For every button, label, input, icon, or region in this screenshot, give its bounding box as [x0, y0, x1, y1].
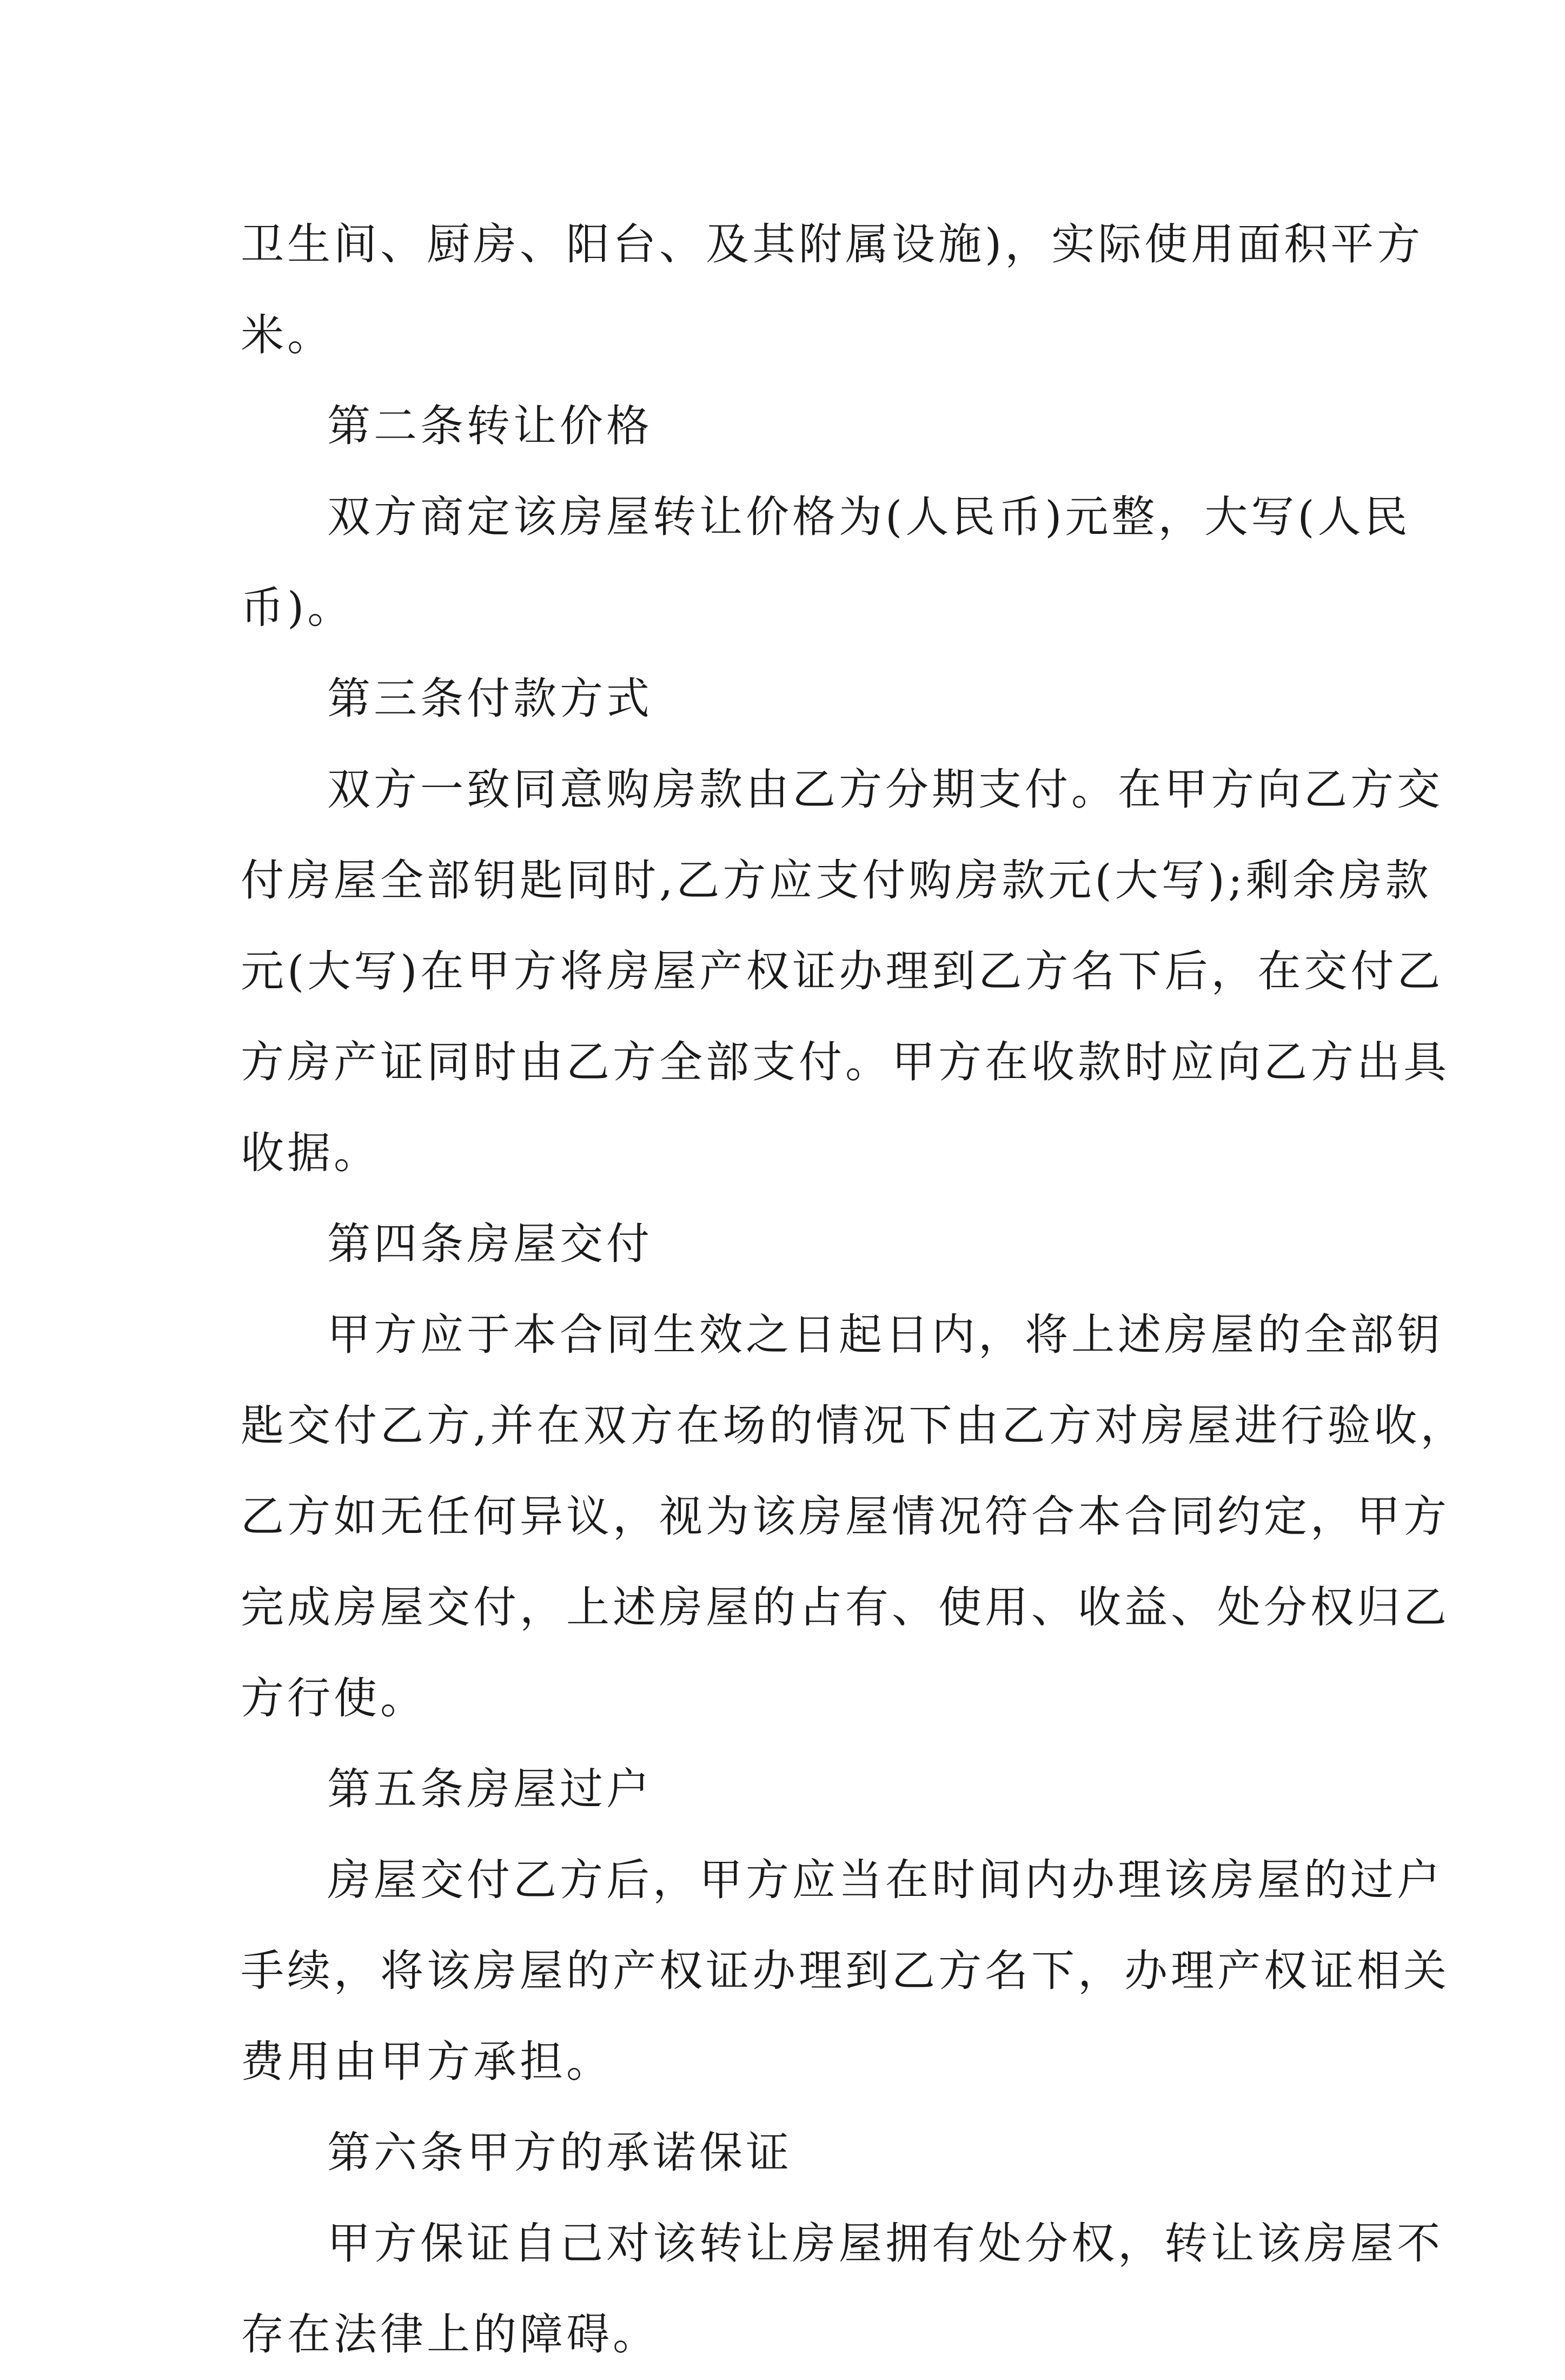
paragraph-line: 双方一致同意购房款由乙方分期支付。在甲方向乙方交 — [327, 764, 1443, 815]
contract-body — [241, 199, 1467, 2380]
section-heading-payment: 第三条付款方式 — [327, 673, 653, 724]
paragraph-line: 币)。 — [241, 583, 354, 633]
paragraph-line: 甲方应于本合同生效之日起日内，将上述房屋的全部钥 — [327, 1310, 1443, 1360]
section-heading-price: 第二条转让价格 — [327, 401, 653, 451]
paragraph-line: 付房屋全部钥匙同时,乙方应支付购房款元(大写);剩余房款 — [241, 855, 1432, 905]
section-heading-guarantee: 第六条甲方的承诺保证 — [327, 2127, 792, 2178]
paragraph-line: 卫生间、厨房、阳台、及其附属设施)，实际使用面积平方 — [241, 219, 1424, 269]
section-heading-transfer: 第五条房屋过户 — [327, 1764, 653, 1814]
paragraph-line: 手续，将该房屋的产权证办理到乙方名下，办理产权证相关 — [241, 1946, 1450, 1996]
paragraph-line: 甲方保证自己对该转让房屋拥有处分权，转让该房屋不 — [327, 2218, 1443, 2269]
paragraph-line: 房屋交付乙方后，甲方应当在时间内办理该房屋的过户 — [327, 1855, 1443, 1905]
section-heading-delivery: 第四条房屋交付 — [327, 1219, 653, 1269]
paragraph-line: 存在法律上的障碍。 — [241, 2309, 659, 2359]
paragraph-line: 元(大写)在甲方将房屋产权证办理到乙方名下后，在交付乙 — [241, 946, 1444, 996]
paragraph-line: 双方商定该房屋转让价格为(人民币)元整，大写(人民 — [327, 492, 1411, 542]
paragraph-line: 米。 — [241, 310, 334, 360]
paragraph-line: 匙交付乙方,并在双方在场的情况下由乙方对房屋进行验收， — [241, 1400, 1467, 1451]
paragraph-line: 乙方如无任何异议，视为该房屋情况符合本合同约定，甲方 — [241, 1491, 1450, 1542]
paragraph-line: 收据。 — [241, 1128, 380, 1178]
paragraph-line: 方房产证同时由乙方全部支付。甲方在收款时应向乙方出具 — [241, 1037, 1450, 1087]
paragraph-line: 完成房屋交付，上述房屋的占有、使用、收益、处分权归乙 — [241, 1582, 1450, 1632]
paragraph-line: 费用由甲方承担。 — [241, 2037, 613, 2087]
paragraph-line: 方行使。 — [241, 1673, 427, 1723]
